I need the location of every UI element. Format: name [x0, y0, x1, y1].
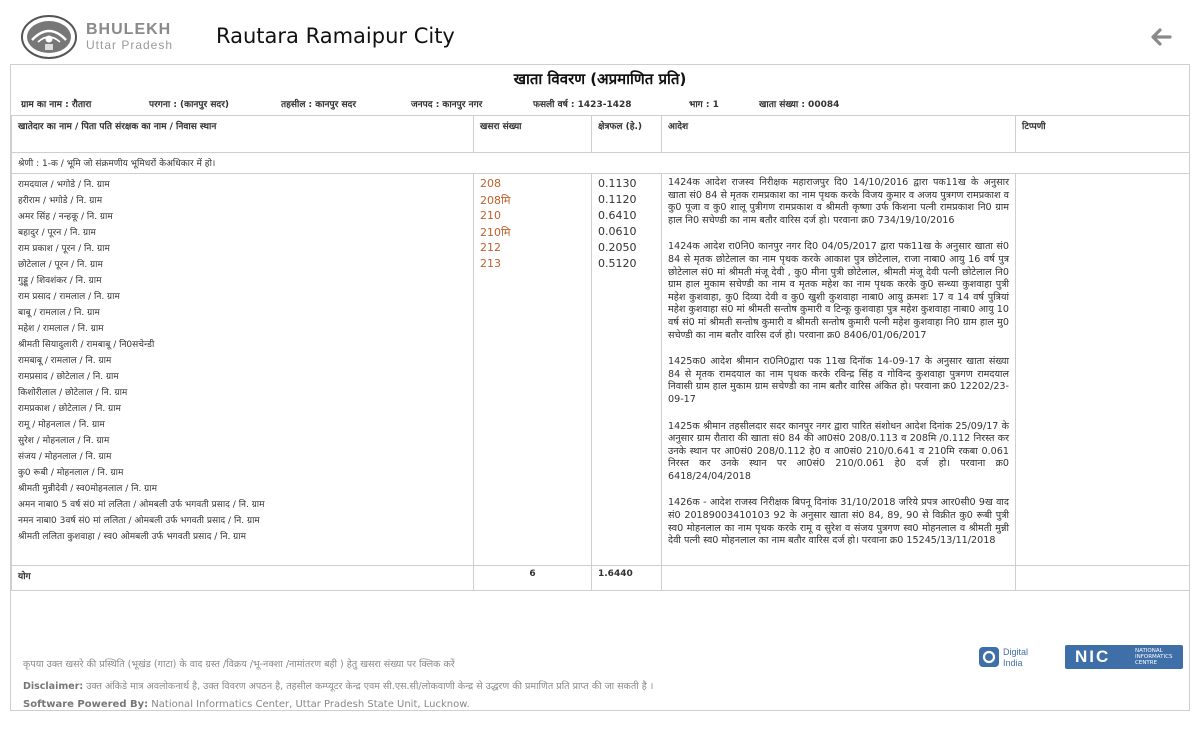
area-list: [592, 174, 662, 566]
khata-panel: [10, 64, 1190, 711]
tehsil: तहसील : कानपुर सदर: [281, 100, 357, 110]
total-khasra-count: 6: [474, 565, 592, 590]
page-title: खाता विवरण (अप्रमाणित प्रति): [513, 70, 687, 88]
disclaimer-label: Disclaimer:: [23, 681, 84, 692]
district: जनपद : कानपुर नगर: [411, 100, 483, 110]
category-label: श्रेणी : 1-क / भूमि जो संक्रमणीय भूमिधरों केअधिकार में हो।: [12, 153, 1190, 174]
owner-name: रामबाबू / रामलाल / नि. ग्राम: [18, 356, 112, 366]
total-label: योग: [12, 565, 474, 590]
owner-name: बाबू / रामलाल / नि. ग्राम: [18, 308, 100, 318]
pargana: परगना : (कानपुर सदर): [149, 100, 229, 110]
area-value: 0.1120: [598, 193, 637, 206]
table-row: [12, 174, 1190, 566]
khasra-link[interactable]: 208मि: [480, 194, 511, 207]
top-bar: [0, 0, 1200, 64]
total-row: [12, 565, 1190, 590]
owner-name: राम प्रकाश / पूरन / नि. ग्राम: [18, 244, 110, 254]
owner-name: रामू / मोहनलाल / नि. ग्राम: [18, 420, 105, 430]
remark-cell: [1016, 174, 1190, 566]
nic-logo-subtext: NATIONAL INFORMATICS CENTRE: [1135, 648, 1173, 666]
owner-name: श्रीमती ललिता कुशवाहा / स्व0 ओमबली उर्फ भगवती प्रसाद / नि. ग्राम: [18, 532, 246, 542]
total-remark-cell: [1016, 565, 1190, 590]
owner-name: राम प्रसाद / रामलाल / नि. ग्राम: [18, 292, 120, 302]
order-entry: 1424क आदेश रा0नि0 कानपुर नगर दि0 04/05/2017 द्वारा पक11ख के अनुसार खाता सं0 84 से मृतक छोटेलाल का नाम पृथक करके आकाश पुत्र छोटेलाल, राजा नाबा0 आयु 16 वर्ष पुत्र छोटेलाल सं0 मां श्रीमती मंजू देवी , कु0 मीना पुत्री छोटेलाल, श्रीमती मंजू देवी पत्नी छोटेलाल नि0 ग्राम हाल मुकाम सचेण्डी का नाम व मृतक महेश का नाम पृथक करके कु0 सन्ध्या कुशवाहा पुत्री महेश कुशवाहा, कु0 दिव्या देवी व कु0 खुशी कुशवाहा नाबा0 आयु क्रमशः 17 व 14 वर्ष पुत्रियां महेश कुशवाहा सं0 मां श्रीमती सन्तोष कुमारी व टिन्कू कुशवाहा पुत्र महेश कुशवाहा नाबा0 आयु 10 वर्ष सं0 मां श्रीमती सन्तोष कुमारी व श्रीमती सन्तोष कुमारी पत्नी महेश कुशवाहा नि0 ग्राम हाल मु0 सचेण्डी का नाम बतौर वारिस दर्ज हो। परवाना क्र0 8406/01/06/2017: [668, 241, 1009, 341]
order-entry: 1425क0 आदेश श्रीमान रा0नि0द्वारा पक 11ख दिनॉक 14-09-17 के अनुसार खाता संख्या 84 से मृतक रामदयाल का नाम पृथक करके रविन्द्र सिंह व गोविन्द कुशवाहा पुत्रगण रामदयाल निवासी ग्राम हाल मुकाम ग्राम सचेण्डी का नाम बतौर वारिस अंकित हो। परवाना क्र0 12202/23-09-17: [668, 356, 1009, 405]
brand-name: BHULEKH: [86, 21, 172, 38]
khasra-link[interactable]: 210मि: [480, 226, 511, 239]
owner-name: अमर सिंह / नन्हकू / नि. ग्राम: [18, 212, 113, 222]
owner-name: रामप्रकाश / छोटेलाल / नि. ग्राम: [18, 404, 121, 414]
back-arrow-icon[interactable]: [1148, 26, 1174, 48]
area-value: 0.6410: [598, 209, 637, 222]
order-entry: 1426क - आदेश राजस्व निरीक्षक बिपनू दिनांक 31/10/2018 जरिये प्रपत्र आर0सी0 9ख वाद सं0 20189003410103 92 के अनुसार खाता सं0 84, 89, 90 से विक्रीत कु0 रूबी पुत्री स्व0 मोहनलाल का नाम पृथक करके रामू व सुरेश व संजय पुत्रगण स्व0 मोहनलाल व श्रीमती मुन्नी देवी पत्नी स्व0 मोहनलाल का नाम बतौर वारिस दर्ज हो। परवाना क्र0 15245/13/11/2018: [668, 497, 1009, 547]
owner-name: किशोरीलाल / छोटेलाल / नि. ग्राम: [18, 388, 128, 398]
khata-number: खाता संख्या : 00084: [759, 100, 840, 110]
owner-name: श्रीमती सियादुलारी / रामबाबू / नि0सचेन्डी: [18, 340, 155, 350]
owner-name: सुरेश / मोहनलाल / नि. ग्राम: [18, 436, 110, 446]
software-text: National Informatics Center, Uttar Pradesh State Unit, Lucknow.: [151, 699, 470, 710]
owner-name: रामप्रसाद / छोटेलाल / नि. ग्राम: [18, 372, 119, 382]
category-row: [12, 153, 1190, 174]
digital-india-line1: Digital: [1003, 647, 1029, 657]
nic-logo[interactable]: [1065, 645, 1183, 669]
owner-name: हरीराम / भगोडे / नि. ग्राम: [18, 196, 103, 206]
total-area: 1.6440: [592, 565, 662, 590]
owner-name: रामदयाल / भगोडे / नि. ग्राम: [18, 180, 110, 190]
brand: [86, 22, 173, 52]
header-order: आदेश: [662, 116, 1016, 153]
fasli-year: फसली वर्ष : 1423-1428: [533, 100, 632, 110]
order-entry: 1424क आदेश राजस्व निरीक्षक महाराजपुर दि0 14/10/2016 द्वारा पक11ख के अनुसार खाता सं0 84 से मृतक रामप्रकाश का नाम पृथक करके विजय कुमार व अजय पुत्रगण रामप्रकाश व कु0 पूजा व कु0 शालू पुत्रीगण रामप्रकाश व श्रीमती कृष्णा उर्फ किशना पत्नी रामप्रकाश नि0 ग्राम हाल नि0 सचेण्डी का नाम बतौर वारिस दर्ज हो। परवाना क्र0 734/19/10/2016: [668, 177, 1009, 226]
owner-name: छोटेलाल / पूरन / नि. ग्राम: [18, 260, 103, 270]
owner-name: गुड्डू / शिवशंकर / नि. ग्राम: [18, 276, 102, 286]
area-value: 0.5120: [598, 257, 637, 270]
khasra-link[interactable]: 213: [480, 257, 501, 270]
khasra-link[interactable]: 208: [480, 177, 501, 190]
village-name: ग्राम का नाम : रौतारा: [21, 100, 92, 110]
nic-logo-text: NIC: [1075, 647, 1111, 666]
owner-name: श्रीमती मुन्नीदेवी / स्व0मोहनलाल / नि. ग्राम: [18, 484, 157, 494]
disclaimer: [23, 679, 653, 692]
khasra-link[interactable]: 210: [480, 209, 501, 222]
area-value: 0.2050: [598, 241, 637, 254]
software-label: Software Powered By:: [23, 699, 149, 710]
owner-name: महेश / रामलाल / नि. ग्राम: [18, 324, 104, 334]
part-number: भाग : 1: [689, 100, 719, 110]
khasra-list: [474, 174, 592, 566]
owner-name: अमन नाबा0 5 वर्ष सं0 मां ललिता / ओमबली उर्फ भगवती प्रसाद / नि. ग्राम: [18, 500, 265, 510]
digital-india-line2: India: [1003, 658, 1023, 668]
up-emblem-logo: [20, 14, 78, 60]
total-order-cell: [662, 565, 1016, 590]
owner-name: नमन नाबा0 3वर्ष सं0 मां ललिता / ओमबली उर्फ भगवती प्रसाद / नि. ग्राम: [18, 516, 260, 526]
digital-india-logo[interactable]: [979, 645, 1057, 669]
area-value: 0.1130: [598, 177, 637, 190]
area-value: 0.0610: [598, 225, 637, 238]
owner-name: कु0 रूबी / मोहनलाल / नि. ग्राम: [18, 468, 124, 478]
header-remark: टिप्पणी: [1016, 116, 1190, 153]
brand-subtitle: Uttar Pradesh: [86, 38, 174, 52]
order-list: [662, 174, 1016, 566]
header-area: क्षेत्रफल (हे.): [592, 116, 662, 153]
city-title: Rautara Ramaipur City: [216, 24, 455, 48]
disclaimer-text: उक्त अंकिडे मात्र अवलोकनार्थ है, उक्त विवरण अपठन है, तहसील कम्प्यूटर केन्द्र एवम सी.एस.सी/लोकवाणी केन्द्र से उद्धरण की प्रमाणित प्रति प्राप्त की जा सकती है ।: [86, 681, 654, 692]
owner-name: बहादुर / पूरन / नि. ग्राम: [18, 228, 96, 238]
order-entry: 1425क श्रीमान तहसीलदार सदर कानपुर नगर द्वारा पारित संशोधन आदेश दिनांक 25/09/17 के अनुसार ग्राम रौतारा की खाता सं0 84 की आ0सं0 208/0.113 व 208मि /0.112 निरस्त कर उनके स्थान पर आ0सं0 208/0.112 हे0 व आ0सं0 210/0.641 व 210मि रकबा 0.061 निरस्त कर उनके स्थान पर आ0सं0 210/0.061 हे0 दर्ज हो। परवाना क्र0 6418/24/04/2018: [668, 420, 1009, 482]
khasra-link[interactable]: 212: [480, 241, 501, 254]
owner-list: [12, 174, 474, 566]
khasra-click-note: कृपया उक्त खसरे की प्रस्थिति (भूखंड (गाटा) के वाद ग्रस्त /विक्रय /भू-नक्शा /नामांतरण बही ) हेतु खसरा संख्या पर क्लिक करें: [23, 659, 455, 670]
header-owner: खातेदार का नाम / पिता पति संरक्षक का नाम / निवास स्थान: [12, 116, 474, 153]
owner-name: संजय / मोहनलाल / नि. ग्राम: [18, 452, 112, 462]
khata-table: [11, 115, 1190, 591]
header-khasra: खसरा संख्या: [474, 116, 592, 153]
software-credit: [23, 699, 470, 710]
table-header-row: [12, 116, 1190, 153]
